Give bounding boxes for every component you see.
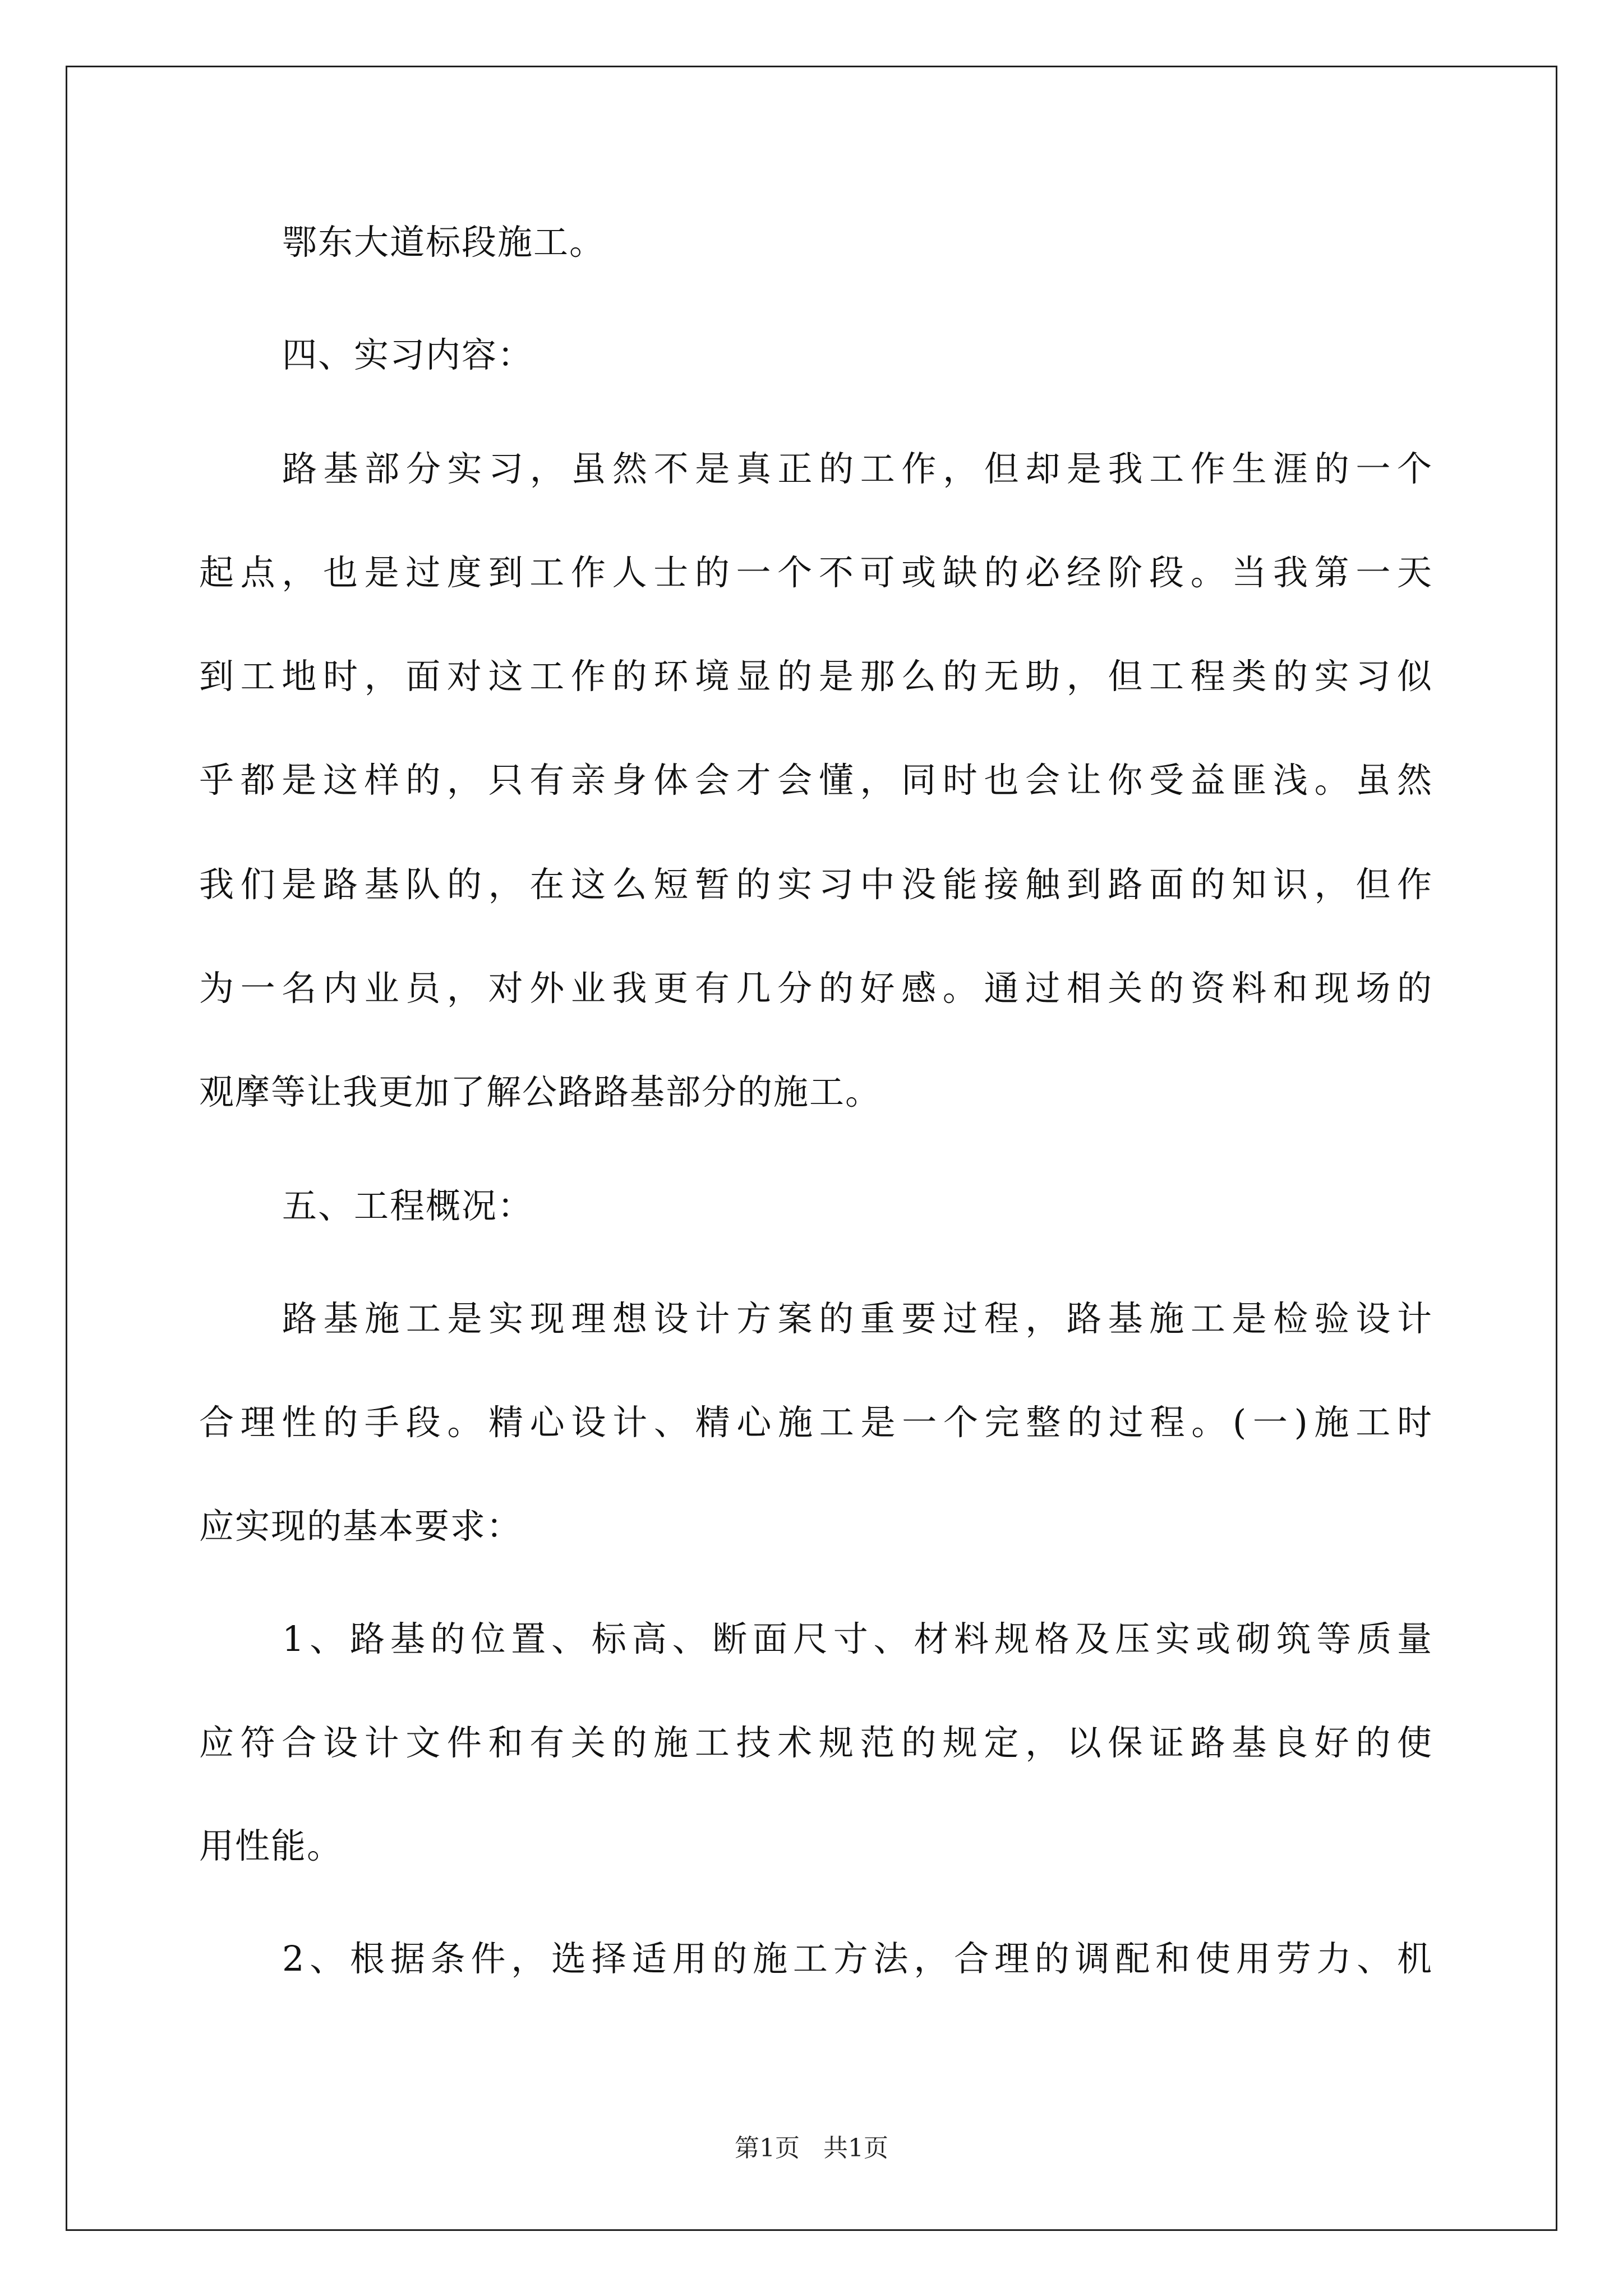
paragraph-line: 到工地时，面对这工作的环境显的是那么的无助，但工程类的实习似 xyxy=(199,656,1433,697)
section-heading: 五、工程概况： xyxy=(282,1185,534,1226)
paragraph-line: 1、路基的位置、标高、断面尺寸、材料规格及压实或砌筑等质量 xyxy=(282,1618,1433,1659)
paragraph-line: 我们是路基队的，在这么短暂的实习中没能接触到路面的知识，但作 xyxy=(199,864,1433,905)
paragraph-line: 应实现的基本要求： xyxy=(199,1506,523,1547)
paragraph-line: 用性能。 xyxy=(199,1825,343,1866)
paragraph-line: 为一名内业员，对外业我更有几分的好感。通过相关的资料和现场的 xyxy=(199,968,1433,1009)
paragraph-line: 合理性的手段。精心设计、精心施工是一个完整的过程。(一)施工时 xyxy=(199,1402,1433,1443)
paragraph-line: 路基施工是实现理想设计方案的重要过程，路基施工是检验设计 xyxy=(282,1298,1433,1339)
page-frame xyxy=(66,66,1557,2231)
paragraph-line: 观摩等让我更加了解公路路基部分的施工。 xyxy=(199,1071,882,1112)
section-heading: 四、实习内容： xyxy=(282,334,534,375)
paragraph-line: 乎都是这样的，只有亲身体会才会懂，同时也会让你受益匪浅。虽然 xyxy=(199,760,1433,800)
page-footer: 第1页 共1页 xyxy=(735,2134,888,2162)
paragraph-line: 鄂东大道标段施工。 xyxy=(282,222,606,263)
paragraph-line: 起点，也是过度到工作人士的一个不可或缺的必经阶段。当我第一天 xyxy=(199,552,1433,593)
paragraph-line: 应符合设计文件和有关的施工技术规范的规定，以保证路基良好的使 xyxy=(199,1722,1433,1763)
paragraph-line: 2、根据条件，选择适用的施工方法，合理的调配和使用劳力、机 xyxy=(282,1938,1433,1979)
paragraph-line: 路基部分实习，虽然不是真正的工作，但却是我工作生涯的一个 xyxy=(282,448,1433,489)
